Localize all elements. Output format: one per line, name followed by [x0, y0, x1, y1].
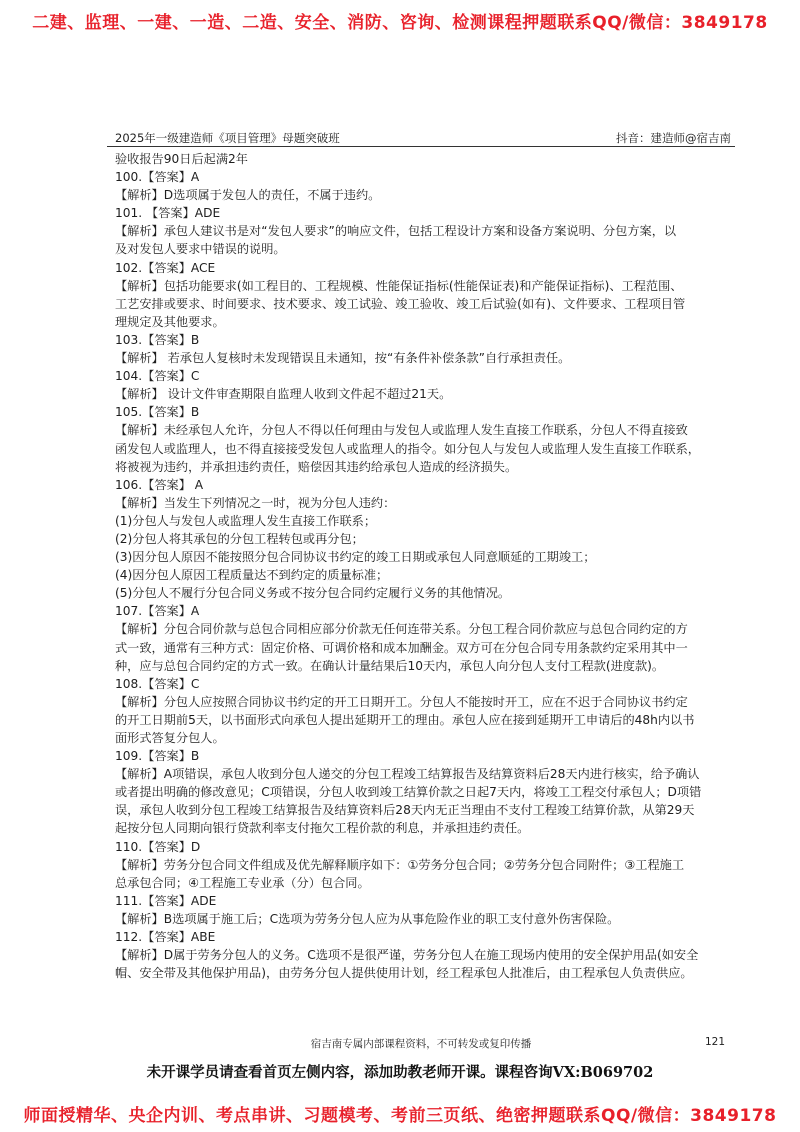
text-line: 【解析】A项错误，承包人收到分包人递交的分包工程竣工结算报告及结算资料后28天内进行核实，给予确认: [115, 767, 700, 782]
text-line: 101. 【答案】ADE: [115, 206, 221, 221]
text-line: 起按分包人同期向银行贷款利率支付拖欠工程价款的利息，并承担违约责任。: [115, 821, 530, 836]
text-line: 104.【答案】C: [115, 369, 200, 384]
text-line: 验收报告90日后起满2年: [115, 152, 248, 166]
text-line: 【解析】分包人应按照合同协议书约定的开工日期开工。分包人不能按时开工，应在不迟于合同协议书约定: [115, 694, 688, 709]
text-line: 109.【答案】B: [115, 749, 200, 764]
notice-text: 未开课学员请查看首页左侧内容，添加助教老师开课。课程咨询VX:B069702: [146, 1064, 654, 1081]
document-page: [107, 128, 735, 1068]
text-line: 式一致，通常有三种方式：固定价格、可调价格和成本加酬金。双方可在分包合同专用条款约定采用其中一: [115, 640, 688, 655]
text-line: 【解析】承包人建议书是对“发包人要求”的响应文件，包括工程设计方案和设备方案说明、分包方案，以: [115, 224, 677, 239]
text-line: 【解析】 若承包人复核时未发现错误且未通知，按“有条件补偿条款”自行承担责任。: [115, 351, 571, 366]
text-line: 【解析】B选项属于施工后；C选项为劳务分包人应为从事危险作业的职工支付意外伤害保险。: [115, 911, 620, 926]
text-line: 工艺安排或要求、时间要求、技术要求、竣工试验、竣工验收、竣工后试验(如有)、文件要求、工程项目管: [115, 296, 686, 311]
text-line: 理规定及其他要求。: [115, 314, 225, 329]
text-line: 【解析】当发生下列情况之一时，视为分包人违约：: [115, 495, 396, 510]
text-line: 总承包合同；④工程施工专业承（分）包合同。: [115, 875, 370, 890]
text-line: 的开工日期前5天，以书面形式向承包人提出延期开工的理由。承包人应在接到延期开工申请后的48h内以书: [115, 712, 695, 727]
text-line: 106.【答案】 A: [115, 477, 204, 492]
text-line: 【解析】D选项属于发包人的责任，不属于违约。: [115, 188, 381, 203]
text-line: 【解析】未经承包人允许，分包人不得以任何理由与发包人或监理人发生直接工作联系，分包人不得直接致: [115, 423, 688, 438]
text-line: 误，承包人收到分包工程竣工结算报告及结算资料后28天内无正当理由不支付工程竣工结算价款，从第29天: [115, 803, 695, 818]
text-line: 105.【答案】B: [115, 405, 200, 420]
page-header: [107, 128, 735, 147]
page-number: 121: [704, 1036, 725, 1048]
text-line: 函发包人或监理人，也不得直接接受发包人或监理人的指令。如分包人与发包人或监理人发生直接工作联系，: [115, 441, 700, 456]
text-line: 【解析】包括功能要求(如工程目的、工程规模、性能保证指标(性能保证表)和产能保证指标)、工程范围、: [115, 278, 683, 293]
text-line: 面形式答复分包人。: [115, 731, 225, 745]
text-line: 108.【答案】C: [115, 676, 200, 691]
header-title: 2025年一级建造师《项目管理》母题突破班: [115, 131, 340, 145]
text-line: 111.【答案】ADE: [115, 893, 217, 908]
text-line: 或者提出明确的修改意见；C项错误，分包人收到竣工结算价款之日起7天内，将竣工工程交付承包人；D项错: [115, 785, 702, 800]
text-line: 100.【答案】A: [115, 170, 200, 185]
text-line: 及对发包人要求中错误的说明。: [115, 242, 286, 257]
text-line: 将被视为违约，并承担违约责任，赔偿因其违约给承包人造成的经济损失。: [115, 459, 518, 474]
answer-content: [115, 150, 733, 982]
text-line: (5)分包人不履行分包合同义务或不按分包合同约定履行义务的其他情况。: [115, 586, 511, 601]
text-line: 112.【答案】ABE: [115, 930, 216, 945]
text-line: (1)分包人与发包人或监理人发生直接工作联系；: [115, 513, 377, 528]
text-line: 107.【答案】A: [115, 604, 200, 619]
text-line: 帽、安全带及其他保护用品)，由劳务分包人提供使用计划，经工程承包人批准后，由工程承包人负责供应。: [115, 966, 693, 981]
top-banner: 二建、监理、一建、一造、二造、安全、消防、咨询、检测课程押题联系QQ/微信：3849178: [32, 13, 768, 33]
text-line: 103.【答案】B: [115, 332, 200, 347]
header-author: 抖音：建造师@宿吉南: [616, 131, 731, 145]
footer-text: 宿吉南专属内部课程资料，不可转发或复印传播: [310, 1038, 532, 1050]
text-line: 【解析】D属于劳务分包人的义务。C选项不是很严谨，劳务分包人在施工现场内使用的安全保护用品(如安全: [115, 948, 699, 963]
text-line: 110.【答案】D: [115, 839, 201, 854]
text-line: 【解析】分包合同价款与总包合同相应部分价款无任何连带关系。分包工程合同价款应与总包合同约定的方: [115, 622, 688, 637]
bottom-banner: 师面授精华、央企内训、考点串讲、习题模考、考前三页纸、绝密押题联系QQ/微信：3849178: [23, 1106, 777, 1126]
text-line: 102.【答案】ACE: [115, 260, 216, 275]
text-line: (2)分包人将其承包的分包工程转包或再分包；: [115, 531, 364, 546]
text-line: 【解析】劳务分包合同文件组成及优先解释顺序如下：①劳务分包合同；②劳务分包合同附件；③工程施工: [115, 857, 685, 872]
text-line: 【解析】 设计文件审查期限自监理人收到文件起不超过21天。: [115, 387, 452, 402]
text-line: (3)因分包人原因不能按照分包合同协议书约定的竣工日期或承包人同意顺延的工期竣工；: [115, 550, 596, 565]
text-line: (4)因分包人原因工程质量达不到约定的质量标准；: [115, 568, 389, 583]
text-line: 种，应与总包合同约定的方式一致。在确认计量结果后10天内，承包人向分包人支付工程款(进度款)。: [115, 658, 665, 673]
